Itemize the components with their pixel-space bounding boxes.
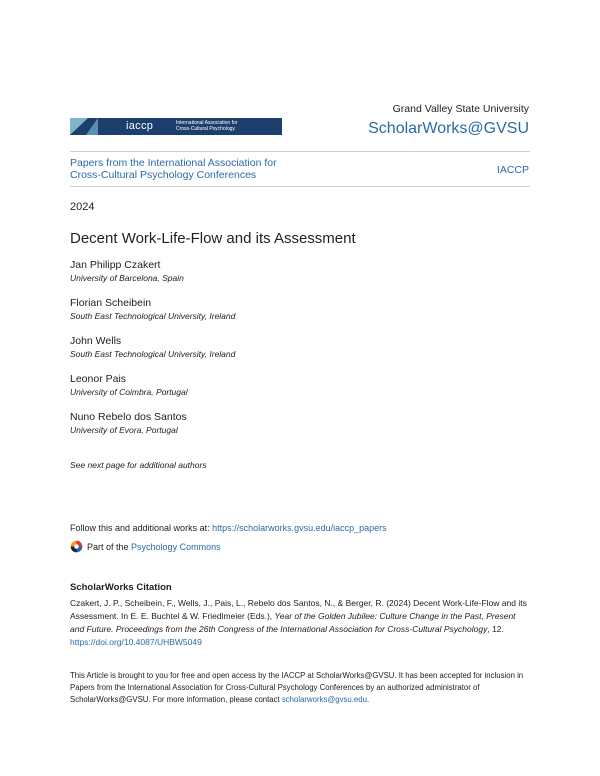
author-name: Jan Philipp Czakert [70,259,161,271]
scholarworks-logo[interactable]: ScholarWorks@GVSU [368,120,529,137]
follow-text: Follow this and additional works at: [70,523,213,533]
author-affiliation: South East Technological University, Ireland [70,349,236,359]
author-item [70,296,235,322]
author-affiliation: University of Evora, Portugal [70,425,178,435]
series-link[interactable]: Papers from the International Association for Cross-Cultural Psychology Conferences [70,157,277,181]
citation-heading: ScholarWorks Citation [70,582,172,593]
author-affiliation: South East Technological University, Ireland [70,311,236,321]
access-statement: This Article is brought to you for free and open access by the IACCP at ScholarWorks@GVSU. It has been accepted for inclusion in Papers from the International Association for Cross-Cultural Psychology Conferences by an authorized administrator of ScholarWorks@GVSU. For more information, please contact scholarworks@gvsu.edu. [70,671,524,704]
part-of-line [70,540,221,553]
follow-line [70,523,387,533]
iaccp-banner-logo [70,118,282,135]
author-item [70,372,235,398]
author-item [70,410,235,436]
author-item [70,334,235,360]
citation-text: Czakert, J. P., Scheibein, F., Wells, J., Pais, L., Rebelo dos Santos, N., & Berger, R. (2024) Decent Work-Life-Flow and its Assessment. In E. E. Buchtel & W. Friedlmeier (Eds.), Year of the Golden Jubilee: Culture Change in the Past, Present and Future. Proceedings from the 26th Congress of the International Association for Cross-Cultural Psychology, 12. https://doi.org/10.4087/UHBW5049 [70,598,527,647]
author-name: John Wells [70,335,122,347]
follow-url-link[interactable]: https://scholarworks.gvsu.edu/iaccp_papers [212,523,387,533]
author-affiliation: University of Barcelona, Spain [70,273,184,283]
psychology-commons-link[interactable]: Psychology Commons [131,541,221,552]
divider-bottom [70,186,530,187]
author-name: Nuno Rebelo dos Santos [70,411,187,423]
author-name: Florian Scheibein [70,297,152,309]
paper-title: Decent Work-Life-Flow and its Assessment [70,230,356,247]
banner-acronym: iaccp [126,120,154,132]
iaccp-link[interactable]: IACCP [496,164,529,176]
part-of-text: Part of the [87,541,129,552]
additional-authors-note: See next page for additional authors [70,460,207,470]
digital-commons-icon [70,540,83,553]
author-name: Leonor Pais [70,373,127,385]
university-name: Grand Valley State University [392,103,529,115]
doi-link[interactable]: https://doi.org/10.4087/UHBW5049 [70,637,202,647]
author-affiliation: University of Coimbra, Portugal [70,387,188,397]
banner-full-name: International Association for Cross-Cultural Psychology [176,120,238,132]
citation-proceedings-title: Year of the Golden Jubilee: Culture Change in the Past, Present and Future. Proceedings from the 26th Congress of the International Association for Cross-Cultural Psychology [70,611,516,634]
banner-triangle-mid [86,118,98,135]
author-list [70,258,235,448]
author-item [70,258,235,284]
divider-top [70,151,530,152]
publication-year: 2024 [70,201,95,213]
contact-email-link[interactable]: scholarworks@gvsu.edu [281,695,367,704]
